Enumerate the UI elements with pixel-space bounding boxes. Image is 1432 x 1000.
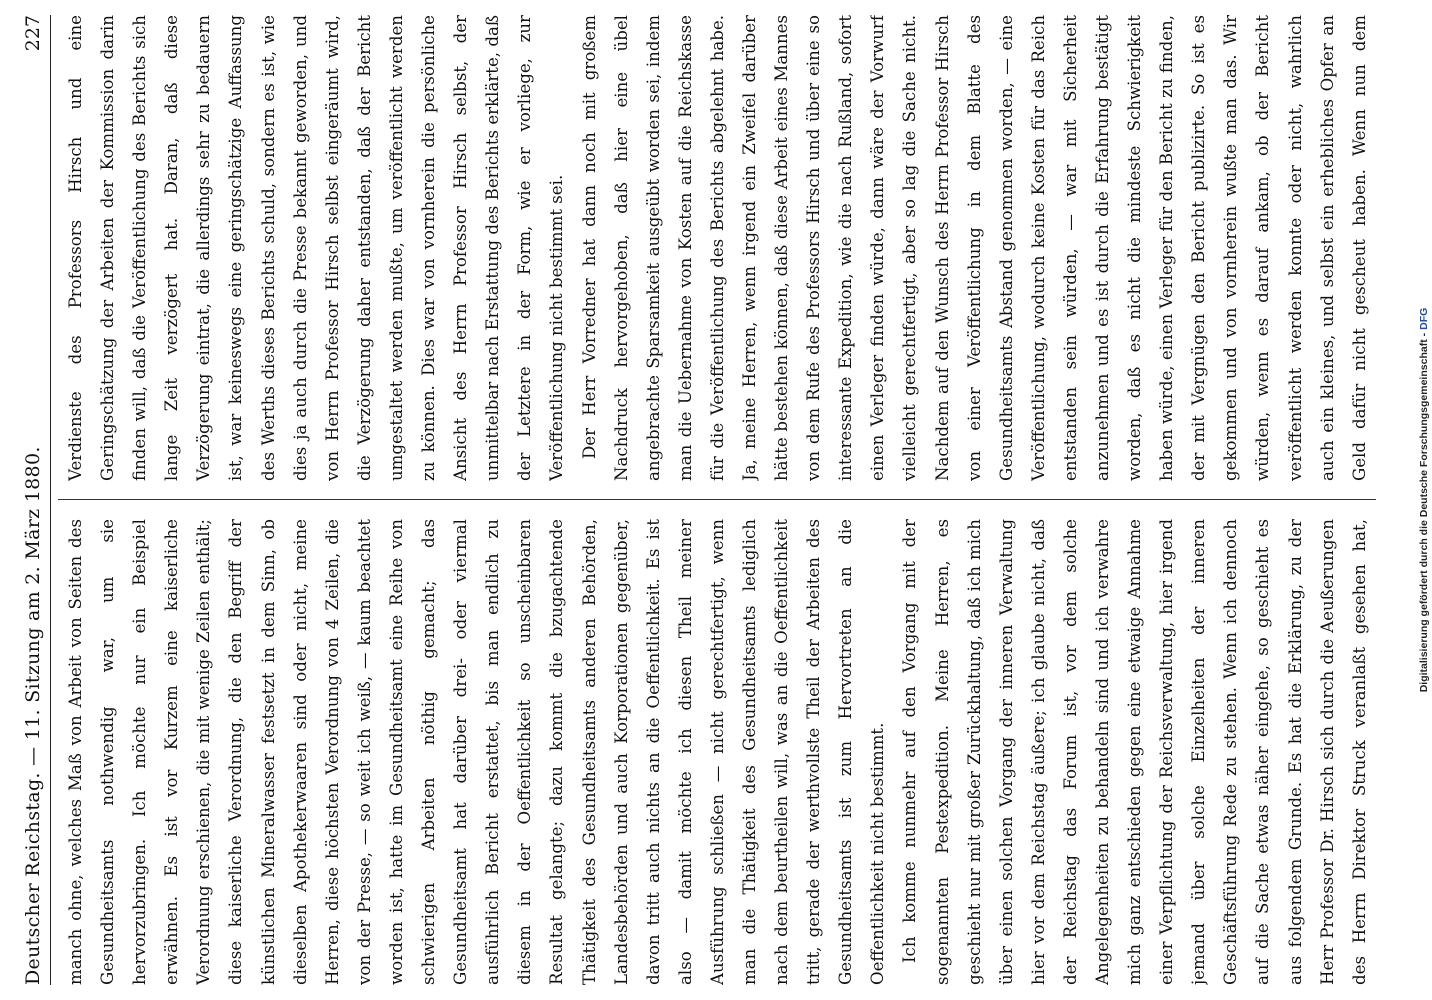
text-column-right xyxy=(60,15,1376,481)
dfg-logo: DFG xyxy=(1418,307,1430,330)
digitization-credit xyxy=(1418,308,1430,693)
paragraph: Der Herr Vorredner hat dann noch mit großem Nachdruck hervorgehoben, daß hier eine übel angebrachte Sparsamkeit ausgeübt worden sei, indem man die Uebernahme von Kosten auf die Reichskasse für die Veröffentlichung des Berichts abgelehnt habe. Ja, meine Herren, wenn irgend ein Zweifel darüber hätte bestehen können, daß diese Arbeit eines Mannes von dem Rufe des Professors Hirsch und über eine so interessante Expedition, wie die nach Rußland, sofort einen Verleger finden würde, dann wäre der Vorwurf vielleicht gerechtfertigt, aber so lag die Sache nicht. Nachdem auf den Wunsch des Herrn Professor Hirsch von einer Veröffentlichung in dem Blatte des Gesundheitsamts Abstand genommen worden, — eine Veröffentlichung, wodurch keine Kosten für das Reich entstanden sein würden, — war mit Sicherheit anzunehmen und es ist durch die Erfahrung bestätigt worden, daß es nicht die mindeste Schwierigkeit haben würde, einen Verleger für den Bericht zu finden, der mit Vergnügen den Bericht publizirte. So ist es gekommen und von vornherein wußte man das. Wir würden, wenn es darauf ankam, ob der Bericht veröffentlicht werden konnte oder nicht, wahrlich auch ein kleines, und selbst ein erhebliches Opfer an Geld dafür nicht gescheut haben. Wenn nun dem xyxy=(579,15,1369,481)
page-number: 227 xyxy=(22,15,44,52)
text-column-left xyxy=(60,519,1376,985)
paragraph: Verdienste des Professors Hirsch und eine Geringschätzung der Arbeiten der Kommission darin finden will, daß die Veröffentlichung des Berichts sich lange Zeit verzögert hat. Daran, daß diese Verzögerung eintrat, die allerdings sehr zu bedauern ist, war keineswegs eine geringschätzige Auffassung des Werths dieses Berichts schuld, sondern es ist, wie dies ja auch durch die Presse bekannt geworden, und von Herrn Professor Hirsch selbst eingeräumt wird, die Verzögerung daher entstanden, daß der Bericht umgestaltet werden mußte, um veröffentlicht werden zu können. Dies war von vornherein die persönliche Ansicht des Herrn Professor Hirsch selbst, der unmittelbar nach Erstattung des Berichts erklärte, daß der Letztere in der Form, wie er vorliege, zur Veröffentlichung nicht bestimmt sei. xyxy=(66,15,567,481)
running-header-title: Deutscher Reichstag. — 11. Sitzung am 2. März 1880. xyxy=(22,446,44,985)
digitization-credit-text: Digitalisierung gefördert durch die Deutsche Forschungsgemeinschaft - xyxy=(1418,332,1430,693)
running-header xyxy=(16,15,51,985)
column-divider xyxy=(58,499,1376,500)
paragraph: manch ohne, welches Maß von Arbeit von Seiten des Gesundheitsamts nothwendig war, um sie hervorzubringen. Ich möchte nur ein Beispiel erwähnen. Es ist vor Kurzem eine kaiserliche Verordnung erschienen, die mit wenige Zeilen enthält; diese kaiserliche Verordnung, die den Begriff der künstlichen Mineralwasser festsetzt in dem Sinn, ob dieselben Apothekerwaaren sind oder nicht, meine Herren, diese höchsten Verordnung von 4 Zeilen, die von der Presse, — so weit ich weiß, — kaum beachtet worden ist, hatte im Gesundheitsamt eine Reihe von schwierigen Arbeiten nöthig gemacht; das Gesundheitsamt hat darüber drei- oder viermal ausführlich Bericht erstattet, bis man endlich zu diesem in der Oeffentlichkeit so unscheinbaren Resultat gelangte; dazu kommt die bzugachtende Thätigkeit des Gesundheitsamts anderen Behörden, Landesbehörden und auch Korporationen gegenüber, davon tritt auch nichts an die Oeffentlichkeit. Es ist also — damit möchte ich diesen Theil meiner Ausführung schließen — nicht gerechtfertigt, wenn man die Thätigkeit des Gesundheitsamts lediglich nach dem beurtheilen will, was an die Oeffentlichkeit tritt, gerade der werthvollste Theil der Arbeiten des Gesundheitsamts ist zum Hervortreten an die Oeffentlichkeit nicht bestimmt. xyxy=(66,519,888,985)
paragraph: Ich komme nunmehr auf den Vorgang mit der sogenannten Pestexpedition. Meine Herren, es geschieht nur mit großer Zurückhaltung, daß ich mich über einen solchen Vorgang der inneren Verwaltung hier vor dem Reichstag äußere; ich glaube nicht, daß der Reichstag das Forum ist, vor dem solche Angelegenheiten zu behandeln sind und ich verwahre mich ganz entschieden gegen eine etwaige Annahme einer Verpflichtung der Reichsverwaltung, hier irgend jemand über solche Einzelheiten der inneren Geschäftsführung Rede zu stehen. Wenn ich dennoch auf die Sache etwas näher eingehe, so geschieht es aus folgendem Grunde. Es hat die Erklärung, zu der Herr Professor Dr. Hirsch sich durch die Aeußerungen des Herrn Direktor Struck veranlaßt gesehen hat, xyxy=(900,519,1369,985)
rotated-page-content xyxy=(16,15,1416,985)
